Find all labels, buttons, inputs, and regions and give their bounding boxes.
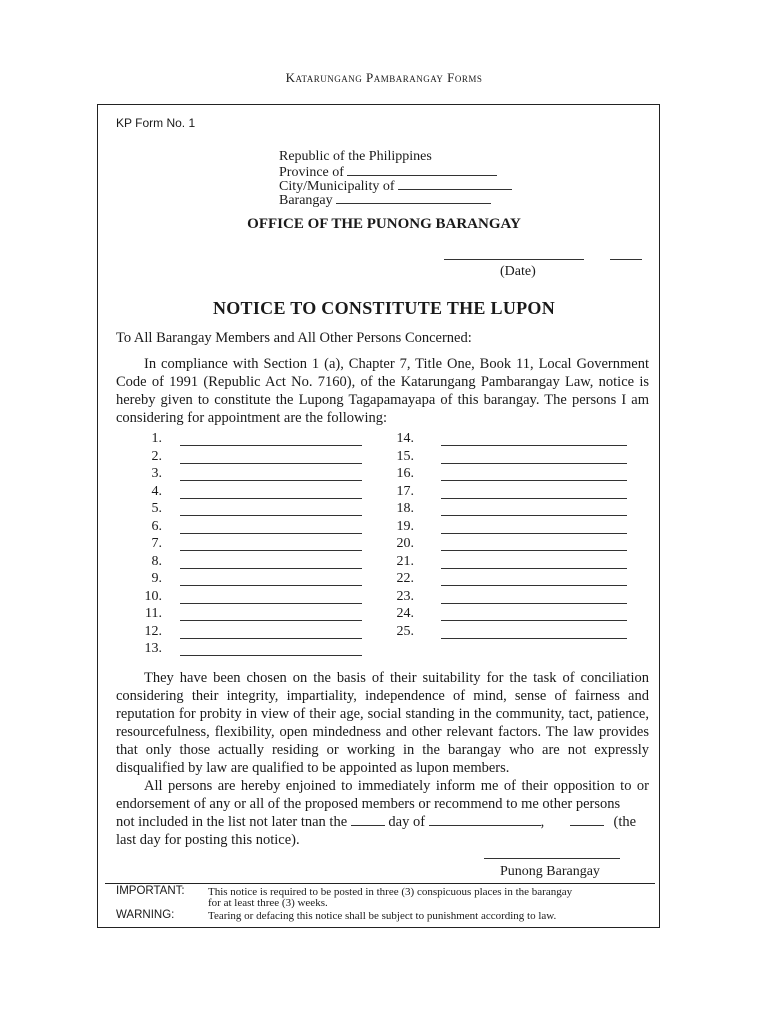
nominee-item-left [132, 485, 162, 499]
nominee-name-field[interactable] [180, 603, 362, 604]
province-label: Province of [279, 165, 344, 180]
barangay-line [279, 192, 491, 208]
nominee-name-field[interactable] [441, 620, 627, 621]
nominee-name-field[interactable] [441, 498, 627, 499]
nominee-number: 19. [396, 518, 414, 534]
important-text-1: This notice is required to be posted in three (3) conspicuous places in the barangay [208, 886, 573, 898]
deadline-day-field[interactable] [351, 815, 385, 826]
important-label: IMPORTANT: [116, 885, 185, 897]
nominee-name-field[interactable] [441, 480, 627, 481]
nominee-number: 6. [151, 518, 162, 534]
date-field[interactable] [444, 259, 584, 260]
deadline-closing: last day for posting this notice). [116, 832, 300, 848]
nominee-name-field[interactable] [180, 620, 362, 621]
nominee-item-right [380, 432, 414, 446]
nominee-item-left [132, 572, 162, 586]
nominee-number: 4. [151, 483, 162, 499]
nominee-item-left [132, 642, 162, 656]
nominee-number: 12. [144, 623, 162, 639]
signature-line[interactable] [484, 858, 620, 859]
compliance-paragraph: In compliance with Section 1 (a), Chapter 7, Title One, Book 11, Local Government Code of 1991 (Republic Act No. 7160), of the Katarungang Pambarangay Law, notice is hereby given to constitute the Lupong Tagapamayapa of this barangay. The persons I am considering for appointment are the following: [116, 356, 649, 426]
nominee-name-field[interactable] [441, 585, 627, 586]
nominee-number: 17. [396, 483, 414, 499]
nominee-name-field[interactable] [441, 515, 627, 516]
nominee-item-left [132, 432, 162, 446]
deadline-comma: , [540, 814, 545, 830]
nominee-number: 25. [396, 623, 414, 639]
nominee-name-field[interactable] [180, 480, 362, 481]
nominee-name-field[interactable] [441, 638, 627, 639]
nominee-item-right [380, 520, 414, 534]
nominee-item-left [132, 520, 162, 534]
page-header-title: Katarungang Pambarangay Forms [285, 70, 483, 85]
deadline-line [116, 813, 649, 831]
nominee-item-right [380, 607, 414, 621]
nominee-name-field[interactable] [180, 533, 362, 534]
deadline-year-field[interactable] [570, 815, 604, 826]
republic-line [279, 150, 432, 164]
deadline-text-start: not included in the list not later tnan the [116, 814, 348, 830]
warning-label: WARNING: [116, 909, 175, 921]
notice-title: NOTICE TO CONSTITUTE THE LUPON [212, 298, 556, 318]
nominee-number: 24. [396, 606, 414, 621]
nominee-number: 8. [151, 553, 162, 569]
nominee-name-field[interactable] [180, 498, 362, 499]
nominee-name-field[interactable] [180, 463, 362, 464]
nominee-name-field[interactable] [180, 515, 362, 516]
nominee-item-right [380, 537, 414, 551]
nominee-number: 11. [145, 606, 162, 621]
nominee-number: 16. [396, 466, 414, 481]
nominee-number: 9. [151, 571, 162, 586]
nominee-number: 20. [396, 536, 414, 551]
warning-text: Tearing or defacing this notice shall be subject to punishment according to law. [208, 910, 557, 922]
nominee-name-field[interactable] [441, 463, 627, 464]
nominee-name-field[interactable] [180, 585, 362, 586]
nominee-item-left [132, 555, 162, 569]
nominee-number: 18. [396, 501, 414, 516]
nominee-number: 23. [396, 588, 414, 604]
opposition-paragraph: All persons are hereby enjoined to immediately inform me of their opposition to or endorsement of any or all of the proposed members or recommend to me other persons [116, 778, 649, 812]
nominee-number: 3. [151, 466, 162, 481]
salutation: To All Barangay Members and All Other Persons Concerned: [116, 330, 472, 346]
nominee-item-right [380, 572, 414, 586]
nominee-item-right [380, 450, 414, 464]
nominee-item-left [132, 537, 162, 551]
barangay-label: Barangay [279, 193, 333, 208]
nominee-number: 13. [144, 641, 162, 656]
nominee-name-field[interactable] [441, 568, 627, 569]
nominee-item-right [380, 555, 414, 569]
signatory-label: Punong Barangay [500, 864, 600, 879]
nominee-name-field[interactable] [441, 445, 627, 446]
nominee-item-left [132, 467, 162, 481]
city-label: City/Municipality of [279, 179, 395, 194]
nominee-item-left [132, 450, 162, 464]
form-number: KP Form No. 1 [116, 116, 196, 130]
nominee-item-left [132, 590, 162, 604]
province-field[interactable] [347, 164, 497, 176]
suitability-paragraph: They have been chosen on the basis of their suitability for the task of conciliation considering their integrity, impartiality, independence of mind, sense of fairness and reputation for probity in view of their age, social standing in the community, tact, patience, resourcefulness, flexibility, open mindedness and other relevant factors. The law provides that only those actually residing or working in the barangay who are not expressly disqualified by law are qualified to be appointed as lupon members. [116, 670, 649, 776]
nominee-name-field[interactable] [180, 568, 362, 569]
nominee-item-left [132, 625, 162, 639]
deadline-day-of: day of [388, 814, 426, 830]
nominee-number: 1. [151, 431, 162, 446]
nominee-name-field[interactable] [441, 603, 627, 604]
nominee-item-left [132, 607, 162, 621]
nominee-item-right [380, 485, 414, 499]
nominee-number: 10. [144, 588, 162, 604]
city-field[interactable] [398, 178, 512, 190]
nominee-name-field[interactable] [180, 445, 362, 446]
nominee-item-right [380, 467, 414, 481]
nominee-name-field[interactable] [180, 638, 362, 639]
nominee-name-field[interactable] [180, 655, 362, 656]
nominee-item-right [380, 502, 414, 516]
important-text-2: for at least three (3) weeks. [208, 897, 328, 909]
nominee-name-field[interactable] [180, 550, 362, 551]
nominee-item-right [380, 625, 414, 639]
nominee-number: 7. [151, 536, 162, 551]
nominee-item-right [380, 590, 414, 604]
nominee-number: 15. [396, 448, 414, 464]
republic-label: Republic of the Philippines [279, 149, 432, 164]
nominee-number: 2. [151, 448, 162, 464]
nominee-number: 21. [396, 553, 414, 569]
deadline-month-field[interactable] [429, 815, 541, 826]
nominee-name-field[interactable] [441, 550, 627, 551]
deadline-text-end: (the [613, 814, 637, 830]
footer-divider [105, 883, 655, 884]
nominee-item-left [132, 502, 162, 516]
barangay-field[interactable] [336, 192, 491, 204]
date-label: (Date) [500, 264, 536, 279]
office-heading: OFFICE OF THE PUNONG BARANGAY [247, 216, 521, 232]
date-year-field[interactable] [610, 259, 642, 260]
nominee-number: 22. [396, 571, 414, 586]
nominee-number: 5. [151, 501, 162, 516]
nominee-number: 14. [396, 431, 414, 446]
nominee-name-field[interactable] [441, 533, 627, 534]
